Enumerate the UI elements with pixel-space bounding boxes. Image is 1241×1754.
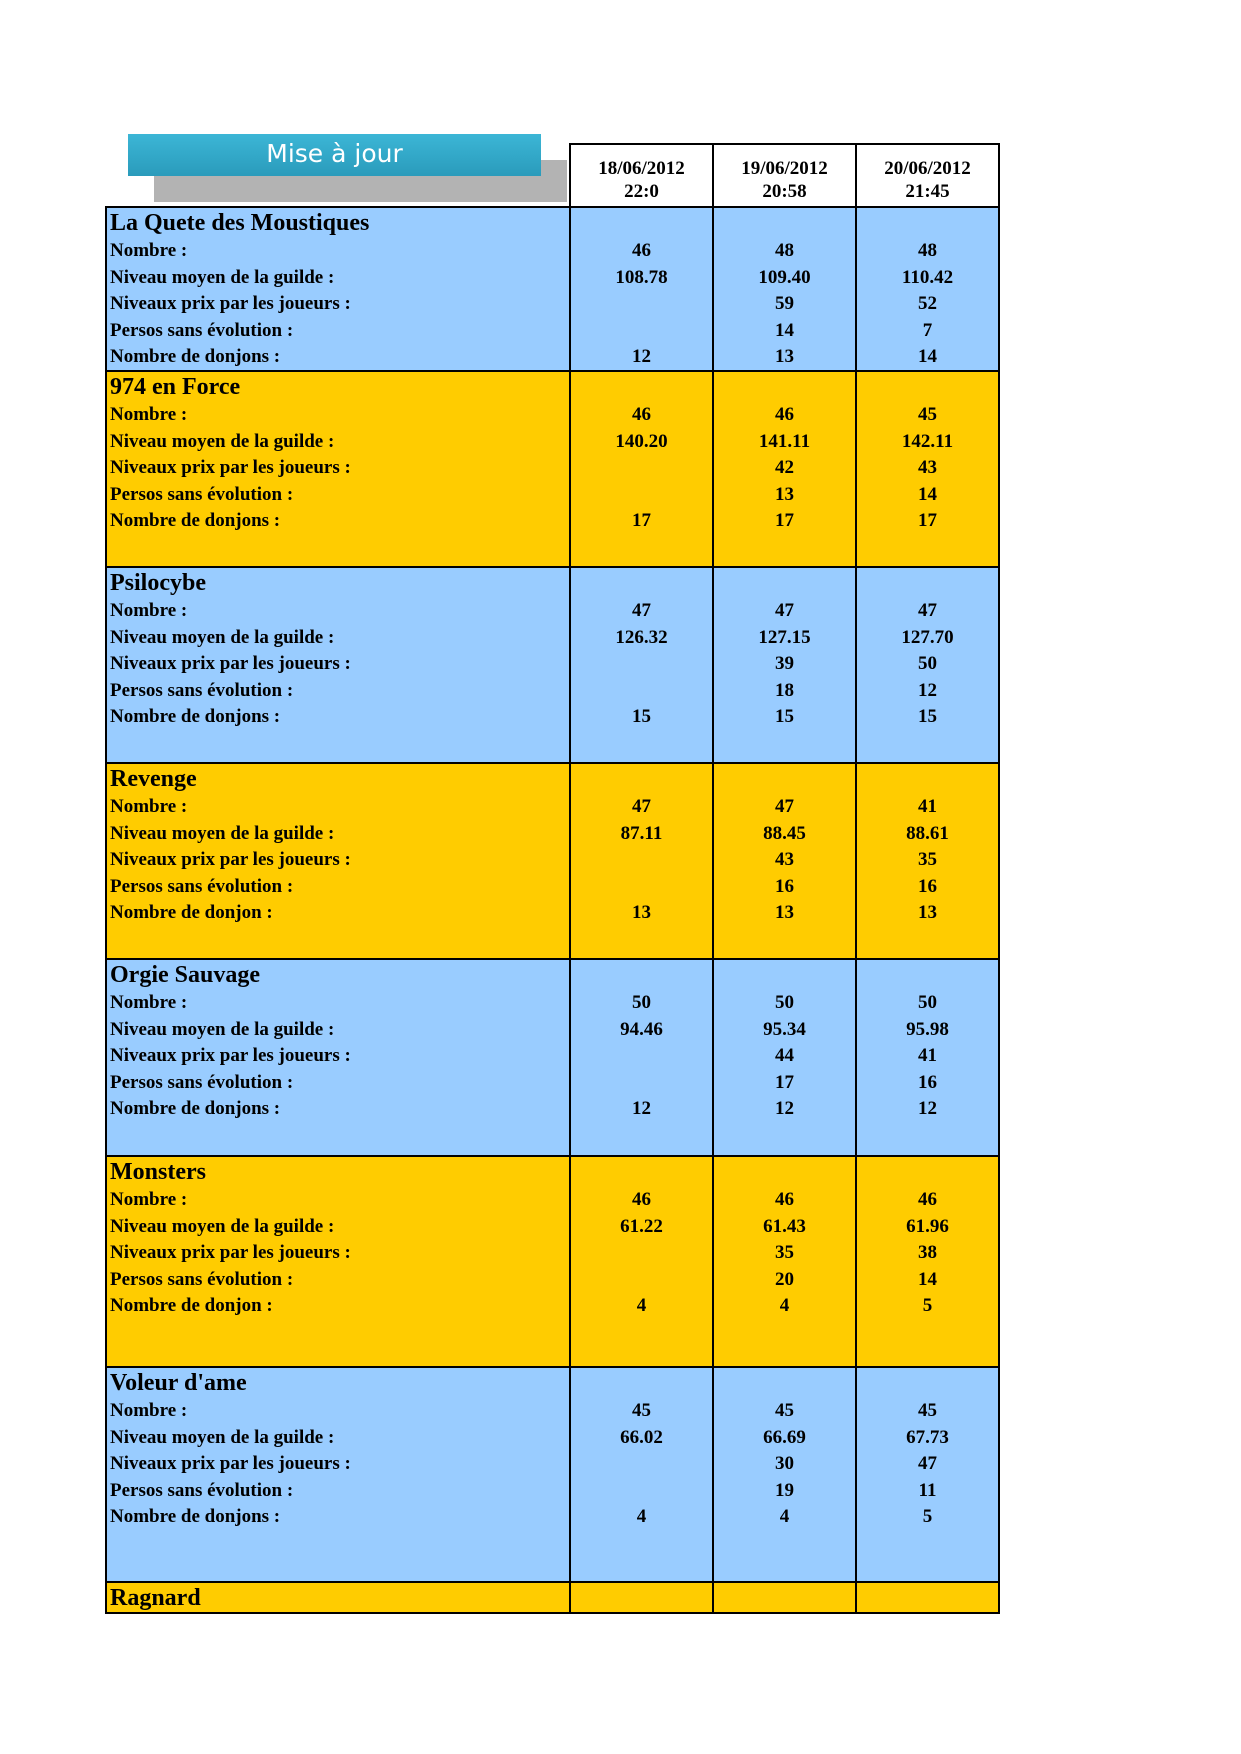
stat-value: 17 [918, 510, 937, 531]
stat-value: 61.96 [906, 1215, 949, 1237]
value-column [857, 208, 998, 370]
stat-value: 38 [918, 1242, 937, 1263]
stat-value: 50 [918, 992, 937, 1013]
value-column [571, 208, 714, 370]
stat-label: Niveaux prix par les joueurs : [110, 457, 351, 478]
guild-section [105, 762, 1000, 960]
stat-label: Nombre : [110, 600, 188, 621]
stat-value: 61.22 [620, 1215, 663, 1237]
stat-label: Persos sans évolution : [110, 319, 294, 341]
stat-value: 126.32 [615, 626, 668, 648]
stat-value: 44 [775, 1045, 794, 1066]
value-column [714, 960, 857, 1155]
stat-value: 4 [779, 1506, 790, 1527]
stat-value: 42 [775, 457, 794, 478]
stat-value: 47 [775, 600, 794, 621]
stat-value: 11 [918, 1479, 937, 1501]
stat-value [571, 874, 712, 901]
stat-label: Nombre : [110, 1189, 188, 1210]
guild-name: Voleur d'ame [110, 1370, 247, 1396]
stat-label: Niveaux prix par les joueurs : [110, 1453, 351, 1474]
stat-value: 88.61 [906, 822, 949, 844]
stat-value [571, 291, 712, 318]
stat-value: 17 [775, 510, 794, 531]
stat-value: 14 [918, 346, 937, 367]
stat-value [571, 455, 712, 482]
stat-label: Nombre de donjons : [110, 1098, 281, 1119]
stat-label: Niveau moyen de la guilde : [110, 822, 335, 844]
stat-value [571, 1451, 712, 1478]
stat-value: 39 [775, 653, 794, 674]
guild-label-column [107, 208, 571, 370]
stat-value: 43 [775, 849, 794, 870]
value-column [571, 1157, 714, 1366]
stat-value: 61.43 [763, 1215, 806, 1237]
stat-value: 46 [775, 1189, 794, 1210]
stat-label: Niveaux prix par les joueurs : [110, 1242, 351, 1263]
stat-value: 45 [632, 1400, 651, 1421]
stat-value: 66.69 [763, 1426, 806, 1448]
stat-value: 4 [636, 1295, 647, 1316]
stat-value: 14 [918, 483, 937, 505]
stat-value: 4 [636, 1506, 647, 1527]
stat-value: 18 [775, 679, 794, 701]
stat-value: 45 [918, 1400, 937, 1421]
stat-label: Nombre de donjons : [110, 346, 281, 367]
guild-name: Monsters [110, 1159, 206, 1185]
value-column [714, 1368, 857, 1581]
stat-label: Nombre : [110, 1400, 188, 1421]
stat-value [571, 847, 712, 874]
guild-label-column [107, 1157, 571, 1366]
value-column [571, 764, 714, 958]
stat-value: 12 [918, 679, 937, 701]
stat-value: 5 [922, 1295, 933, 1316]
stat-label: Persos sans évolution : [110, 875, 294, 897]
stat-value: 13 [775, 346, 794, 367]
stat-value [571, 651, 712, 678]
guild-name: La Quete des Moustiques [110, 210, 370, 236]
value-column [571, 568, 714, 762]
stat-label: Nombre : [110, 240, 188, 261]
stat-value [571, 482, 712, 509]
stat-value: 13 [632, 902, 651, 923]
stat-value: 66.02 [620, 1426, 663, 1448]
stat-value: 46 [918, 1189, 937, 1210]
stat-value: 13 [918, 902, 937, 923]
guild-label-column [107, 1368, 571, 1581]
guild-section [105, 958, 1000, 1157]
stat-value: 16 [918, 875, 937, 897]
stat-value: 12 [632, 346, 651, 367]
stat-value: 52 [918, 293, 937, 314]
guild-section [105, 1581, 1000, 1614]
stat-value: 16 [775, 875, 794, 897]
guild-name: Ragnard [110, 1585, 201, 1611]
value-column [714, 1157, 857, 1366]
stat-value [571, 678, 712, 705]
stat-label: Nombre : [110, 992, 188, 1013]
stat-value: 46 [775, 404, 794, 425]
stat-value: 46 [632, 404, 651, 425]
value-column [714, 372, 857, 566]
stat-value: 47 [775, 796, 794, 817]
guild-name: Revenge [110, 766, 197, 792]
guild-name: Psilocybe [110, 570, 206, 596]
date-column-header: 19/06/2012 20:58 [714, 145, 857, 206]
value-column [857, 372, 998, 566]
stat-value: 47 [918, 600, 937, 621]
guild-label-column [107, 1583, 571, 1612]
stat-value [571, 1267, 712, 1294]
value-column [714, 208, 857, 370]
stat-value: 50 [632, 992, 651, 1013]
stat-label: Niveaux prix par les joueurs : [110, 849, 351, 870]
stat-value: 45 [775, 1400, 794, 1421]
stat-value [571, 1240, 712, 1267]
stat-value: 15 [632, 706, 651, 727]
guild-section [105, 206, 1000, 372]
stat-value: 48 [775, 240, 794, 261]
stat-label: Persos sans évolution : [110, 483, 294, 505]
stat-value: 15 [918, 706, 937, 727]
date-column-header: 18/06/2012 22:0 [571, 145, 714, 206]
stat-value: 41 [918, 796, 937, 817]
stat-value: 67.73 [906, 1426, 949, 1448]
stat-value: 59 [775, 293, 794, 314]
stat-value: 94.46 [620, 1018, 663, 1040]
stat-value: 46 [632, 1189, 651, 1210]
value-column [857, 960, 998, 1155]
stat-value: 109.40 [758, 266, 811, 288]
stat-value: 35 [775, 1242, 794, 1263]
stat-label: Nombre : [110, 404, 188, 425]
value-column [571, 960, 714, 1155]
stat-value: 46 [632, 240, 651, 261]
stat-value: 7 [922, 319, 933, 341]
value-column [857, 1157, 998, 1366]
guild-name: 974 en Force [110, 374, 241, 400]
stat-value: 141.11 [758, 430, 811, 452]
stat-value: 50 [775, 992, 794, 1013]
guild-label-column [107, 372, 571, 566]
stat-label: Nombre de donjons : [110, 706, 281, 727]
stat-label: Niveau moyen de la guilde : [110, 1215, 335, 1237]
guild-label-column [107, 764, 571, 958]
stat-value: 15 [775, 706, 794, 727]
stat-value [571, 1043, 712, 1070]
stat-value: 13 [775, 483, 794, 505]
stat-value: 140.20 [615, 430, 668, 452]
stat-value: 17 [632, 510, 651, 531]
stat-value [571, 1070, 712, 1097]
stat-value: 14 [775, 319, 794, 341]
stat-label: Persos sans évolution : [110, 1268, 294, 1290]
stat-value: 95.34 [763, 1018, 806, 1040]
stat-value: 50 [918, 653, 937, 674]
update-button[interactable]: Mise à jour [128, 134, 541, 176]
stat-value: 4 [779, 1295, 790, 1316]
stat-label: Niveaux prix par les joueurs : [110, 653, 351, 674]
stat-value: 30 [775, 1453, 794, 1474]
stat-value: 45 [918, 404, 937, 425]
guild-section [105, 1155, 1000, 1368]
stat-value: 127.15 [758, 626, 811, 648]
stat-value: 12 [632, 1098, 651, 1119]
stat-label: Niveaux prix par les joueurs : [110, 293, 351, 314]
value-column [714, 764, 857, 958]
date-column-header: 20/06/2012 21:45 [884, 158, 971, 202]
stat-value: 13 [775, 902, 794, 923]
value-column [571, 372, 714, 566]
stat-label: Nombre de donjon : [110, 902, 273, 923]
guild-section [105, 566, 1000, 764]
guild-label-column [107, 568, 571, 762]
stat-value: 108.78 [615, 266, 668, 288]
stat-value: 41 [918, 1045, 937, 1066]
stat-value: 142.11 [901, 430, 954, 452]
stat-value: 47 [918, 1453, 937, 1474]
guild-section [105, 1366, 1000, 1583]
value-column [714, 1583, 857, 1612]
stat-value: 47 [632, 600, 651, 621]
stat-label: Niveau moyen de la guilde : [110, 430, 335, 452]
date-header-row [569, 143, 1000, 206]
stat-value: 5 [922, 1506, 933, 1527]
value-column [714, 568, 857, 762]
stat-label: Niveau moyen de la guilde : [110, 266, 335, 288]
stat-value: 14 [918, 1268, 937, 1290]
value-column [857, 1368, 998, 1581]
stat-value: 19 [775, 1479, 794, 1501]
stat-value [571, 318, 712, 345]
stat-value: 127.70 [901, 626, 954, 648]
stat-value: 48 [918, 240, 937, 261]
stat-value: 88.45 [763, 822, 806, 844]
stat-value: 87.11 [620, 822, 663, 844]
stat-value: 47 [632, 796, 651, 817]
stat-value: 12 [918, 1098, 937, 1119]
stat-label: Nombre de donjons : [110, 1506, 281, 1527]
stat-value: 17 [775, 1071, 794, 1093]
value-column [857, 764, 998, 958]
stat-label: Persos sans évolution : [110, 1071, 294, 1093]
value-column [571, 1368, 714, 1581]
stat-value: 16 [918, 1071, 937, 1093]
stat-label: Niveau moyen de la guilde : [110, 1018, 335, 1040]
stat-value: 12 [775, 1098, 794, 1119]
stat-value: 110.42 [901, 266, 954, 288]
stat-label: Nombre : [110, 796, 188, 817]
stat-value: 95.98 [906, 1018, 949, 1040]
value-column [857, 1583, 998, 1612]
stat-value [571, 1478, 712, 1505]
stat-label: Nombre de donjon : [110, 1295, 273, 1316]
guild-section [105, 370, 1000, 568]
stat-label: Persos sans évolution : [110, 679, 294, 701]
guild-label-column [107, 960, 571, 1155]
stat-label: Niveau moyen de la guilde : [110, 1426, 335, 1448]
stat-value: 20 [775, 1268, 794, 1290]
stat-label: Persos sans évolution : [110, 1479, 294, 1501]
stat-label: Niveaux prix par les joueurs : [110, 1045, 351, 1066]
value-column [571, 1583, 714, 1612]
stat-value: 35 [918, 849, 937, 870]
stat-value: 43 [918, 457, 937, 478]
guild-name: Orgie Sauvage [110, 962, 260, 988]
stat-label: Niveau moyen de la guilde : [110, 626, 335, 648]
stat-label: Nombre de donjons : [110, 510, 281, 531]
value-column [857, 568, 998, 762]
